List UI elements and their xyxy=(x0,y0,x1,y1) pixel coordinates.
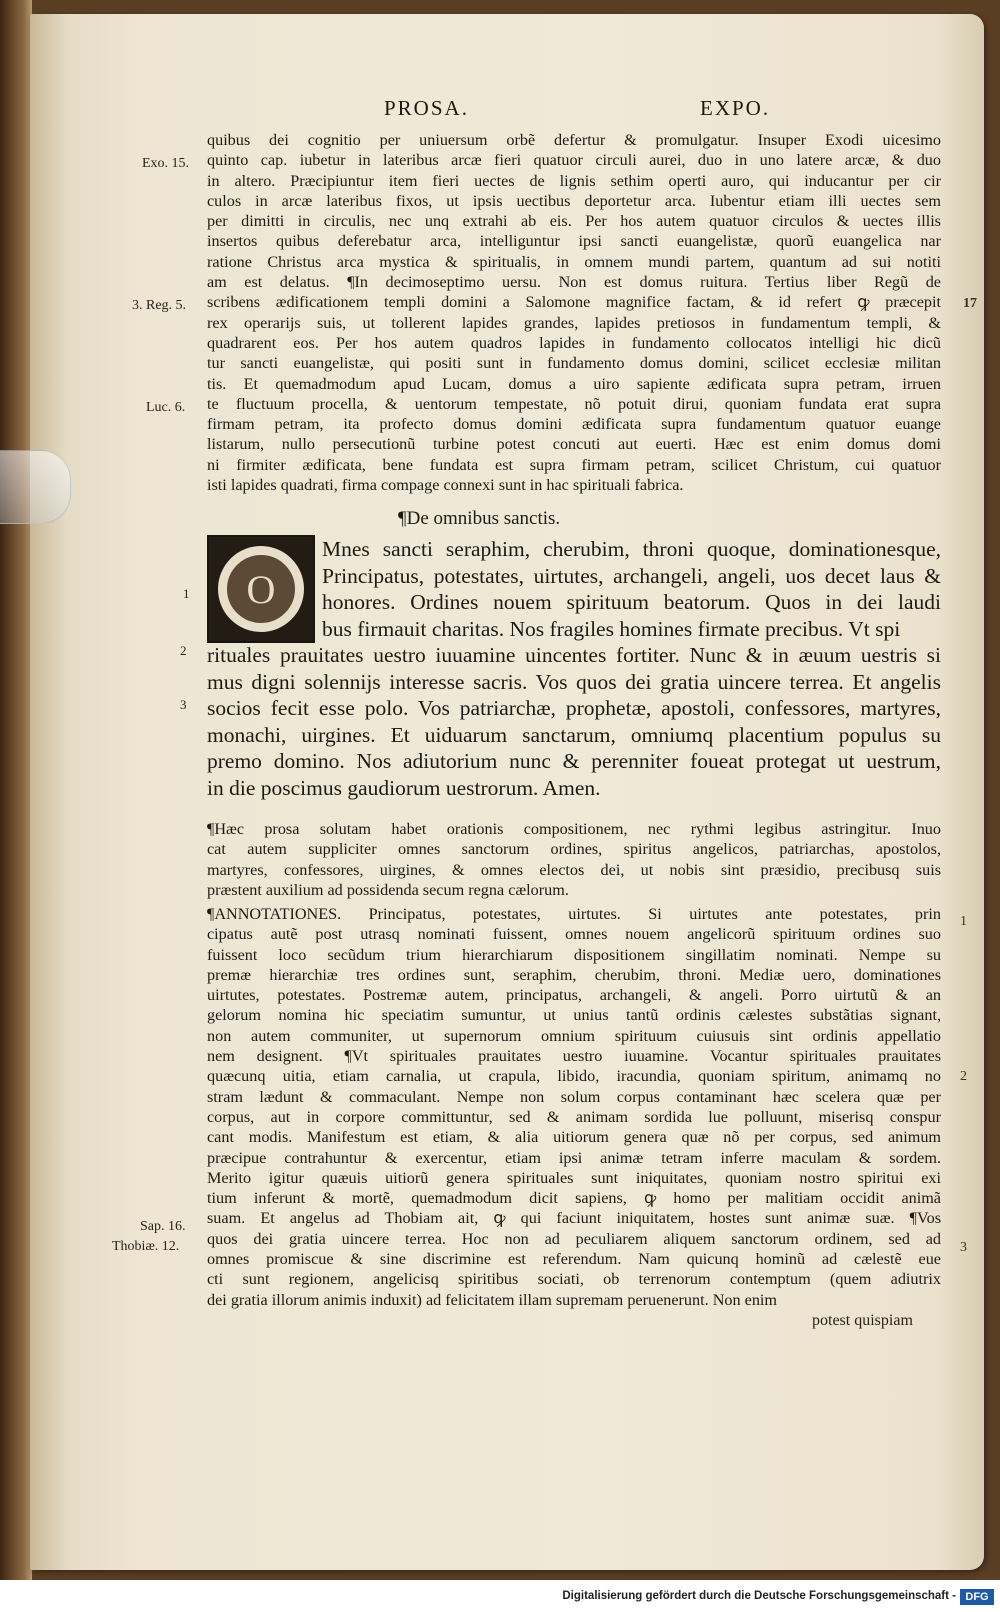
text-line: tur sancti euangelistæ, qui positi sunt in fundamento domus domini, scilicet ecclesiæ militan xyxy=(207,354,941,373)
dfg-logo: DFG xyxy=(960,1589,994,1605)
text-line: præstent auxilium ad possidenda secum regna cælorum. xyxy=(207,880,569,899)
annotations-block xyxy=(207,904,941,1310)
text-line: dei gratia illorum animis induxit) ad felicitatem illam supremam peruenerunt. Non enim xyxy=(207,1290,778,1309)
text-line: Mnes sancti seraphim, cherubim, throni quoque, dominationesque, xyxy=(322,537,941,561)
text-line: am est delatus. ¶In decimoseptimo uersu. Non est domus ruitura. Tertius liber Regũ de xyxy=(207,273,941,292)
footer-credit: Digitalisierung gefördert durch die Deutsche Forschungsgemeinschaft - xyxy=(562,1590,956,1602)
verse-number-2: 2 xyxy=(180,643,187,658)
text-line: cti sunt regionem, angelicisq spiritibus sociati, ob terrenorum contemptum (quem adiutrix xyxy=(207,1270,941,1289)
section-heading: ¶De omnibus sanctis. xyxy=(398,508,561,529)
text-column xyxy=(207,130,941,495)
text-line: cipatus autẽ post utrasq nominati fuissent, omnes nouem angelicorũ spirituum ordines suo xyxy=(207,925,941,944)
running-head-right: EXPO. xyxy=(700,96,771,120)
prose-indented-lines xyxy=(322,536,941,642)
text-line: mus digni solennijs interesse sacris. Vos quos dei gratia uincere terrea. Et angelis xyxy=(207,669,941,694)
text-line: omnes promiscue & sine discrimine est referendum. Nam quicunq hominũ ad cælestẽ eue xyxy=(207,1250,941,1269)
text-line: firmam petram, ita profecto domus domini ædificata supra fundamentum quatuor euange xyxy=(207,415,941,434)
text-line: quinto cap. iubetur in lateribus arcæ fieri quatuor circuli aurei, duo in uno latere arcæ, & duo xyxy=(207,151,941,170)
text-line: bus firmauit charitas. Nos fragiles homines firmate precibus. Vt spi xyxy=(322,616,901,641)
text-line: suam. Et angelus ad Thobiam ait, ꝙ qui faciunt iniquitatem, hostes sunt animæ suæ. ¶Vos xyxy=(207,1209,941,1228)
initial-letter: O xyxy=(246,566,276,612)
right-margin-17: 17 xyxy=(963,296,977,311)
text-line: premæ hierarchiæ tres ordines sunt, seraphim, cherubim, throni. Mediæ uero, dominationes xyxy=(207,965,941,984)
commentary-block-1 xyxy=(207,130,941,495)
book-spine xyxy=(0,0,32,1580)
text-line: cant modis. Manifestum est etiam, & alia uitiorum genera quæ nõ per corpus, sed animum xyxy=(207,1128,941,1147)
text-line: ¶ANNOTATIONES. Principatus, potestates, uirtutes. Si uirtutes ante potestates, prin xyxy=(207,905,941,923)
text-line: cat autem suppliciter omnes sanctorum ordines, spiritus angelicos, patriarchas, apostolos, xyxy=(207,840,941,859)
text-line: in die poscimus gaudiorum uestrorum. Amen. xyxy=(207,775,601,800)
text-line: monachi, uirgines. Et uiduarum sanctarum, omniumq placentium populus su xyxy=(207,722,941,747)
commentary-block-2 xyxy=(207,819,941,900)
text-line: tium inferunt & mortẽ, quemadmodum dicit sapiens, ꝙ homo per malitiam occidit animã xyxy=(207,1189,941,1208)
right-margin-1: 1 xyxy=(960,914,967,929)
margin-note-sap: Sap. 16. xyxy=(140,1219,186,1234)
text-line: martyres, confessores, uirgines, & omnes electos dei, ut nobis sint præsidio, precibusq suis xyxy=(207,860,941,879)
running-head-left: PROSA. xyxy=(384,96,469,120)
text-line: per dimitti in circulis, nec unq extrahi ab eis. Per hos autem quatuor circulos & uectes illis xyxy=(207,212,941,231)
text-line: premo domino. Nos adiutorium nunc & perenniter foueat protegat ut uestrum, xyxy=(207,749,941,774)
text-line: te fluctuum procella, & uentorum tempestate, nõ potuit dirui, quoniam fundata erat supra xyxy=(207,394,941,413)
text-line: quos dei gratia uincere terrea. Hoc non ad peculiarem aliquem sanctorum ordinem, sed ad xyxy=(207,1229,941,1248)
text-line: ratione Christus arca mystica & spiritualis, in omnem mundi partem, quantum ad sui notiti xyxy=(207,252,941,271)
margin-note-reg: 3. Reg. 5. xyxy=(132,298,187,313)
text-line: nem designent. ¶Vt spirituales prauitates uestro iuuamine. Vocantur spirituales prauitates xyxy=(207,1047,941,1066)
margin-note-luc: Luc. 6. xyxy=(146,400,186,415)
text-line: ¶Hæc prosa solutam habet orationis compositionem, nec rythmi legibus astringitur. Inuo xyxy=(207,820,941,838)
text-line: culos in arcæ lateribus fixos, ut ipsis uectibus deportetur arca. Iubentur etiam illi uectes sem xyxy=(207,191,941,210)
prose-full-lines xyxy=(207,642,941,802)
decorated-initial xyxy=(207,535,315,643)
text-line: non autem communiter, ut supernorum omnium spirituum cuiusuis sint ordinis appellatio xyxy=(207,1026,941,1045)
page-clip xyxy=(0,450,71,524)
text-line: præcipue contrahuntur & exercentur, etiam ipsi animæ tetram inferre maculam & sordem. xyxy=(207,1148,941,1167)
text-line: rituales prauitates uestro iuuamine uincentes fortiter. Nunc & in æuum uestris si xyxy=(207,643,941,667)
text-line: insertos quibus deferebatur arca, intelliguntur ipsi sancti euangelistæ, quorũ euangelica nar xyxy=(207,232,941,251)
margin-note-thob: Thobiæ. 12. xyxy=(112,1239,180,1254)
text-line: tis. Et quemadmodum apud Lucam, domus a uiro sapiente ædificata supra petram, irruen xyxy=(207,374,941,393)
verse-number-1: 1 xyxy=(183,586,190,601)
text-line: in altero. Præcipiuntur item fieri uectes de lignis sethim operti auro, qui inducantur per cir xyxy=(207,171,941,190)
text-line: ni firmiter ædificata, bene fundata est supra firmam petram, scilicet Christum, cui quatuor xyxy=(207,455,941,474)
text-line: quibus dei cognitio per uniuersum orbẽ defertur & promulgatur. Insuper Exodi uicesimo xyxy=(207,131,941,149)
margin-note-exo: Exo. 15. xyxy=(142,156,190,171)
text-line: honores. Ordines nouem spirituum beatorum. Quos in dei laudi xyxy=(322,590,941,615)
right-margin-2: 2 xyxy=(960,1069,967,1084)
text-line: fuissent loco secũdum trium hierarchiarum dispositionem singillatim nominati. Nempe su xyxy=(207,945,941,964)
verse-number-3: 3 xyxy=(180,697,187,712)
right-margin-3: 3 xyxy=(960,1240,967,1255)
text-line: corpus, aut in corpore committuntur, sed & animam sordida lue polluunt, miserisq conspur xyxy=(207,1107,941,1126)
text-line: gelorum nomina hic speciatim sumuntur, ut unius tantũ ordinis cælestes substãtias signant, xyxy=(207,1006,941,1025)
text-line: stram lædunt & commaculant. Nempe non solum corpus contaminant hæc scelera quæ per xyxy=(207,1087,941,1106)
text-line: isti lapides quadrati, firma compage connexi sunt in hac spirituali fabrica. xyxy=(207,476,684,495)
catchword: potest quispiam xyxy=(812,1312,913,1329)
footer-bar xyxy=(0,1584,1000,1612)
text-line: listarum, nullo persecutionũ turbine potest concuti aut euerti. Hæc est enim domus domi xyxy=(207,435,941,454)
text-line: scribens ædificationem templi domini a Salomone magnifice factam, & id refert ꝙ præcepit xyxy=(207,293,941,312)
text-line: socios fecit esse polo. Vos patriarchæ, prophetæ, apostoli, confessores, martyres, xyxy=(207,696,941,721)
text-line: quadrarent eos. Per hos autem quadros lapides in fundamento collocatos intelligi hic dicũ xyxy=(207,333,941,352)
text-line: Principatus, potestates, uirtutes, archangeli, angeli, uos decet laus & xyxy=(322,563,941,588)
text-line: quæcunq uitia, etiam carnalia, ut crapula, libido, iracundia, quoniam spiritum, animamq no xyxy=(207,1067,941,1086)
text-line: rex operarijs suis, ut tollerent lapides grandes, lapides pretiosos in fundamentum templi, & xyxy=(207,313,941,332)
text-line: uirtutes, potestates. Postremæ autem, principatus, archangeli, & angeli. Porro uirtutũ & an xyxy=(207,986,941,1005)
text-line: Merito igitur quæuis uitiorũ genera spirituales sunt iniquitates, quoniam nostro spiritui exi xyxy=(207,1168,941,1187)
